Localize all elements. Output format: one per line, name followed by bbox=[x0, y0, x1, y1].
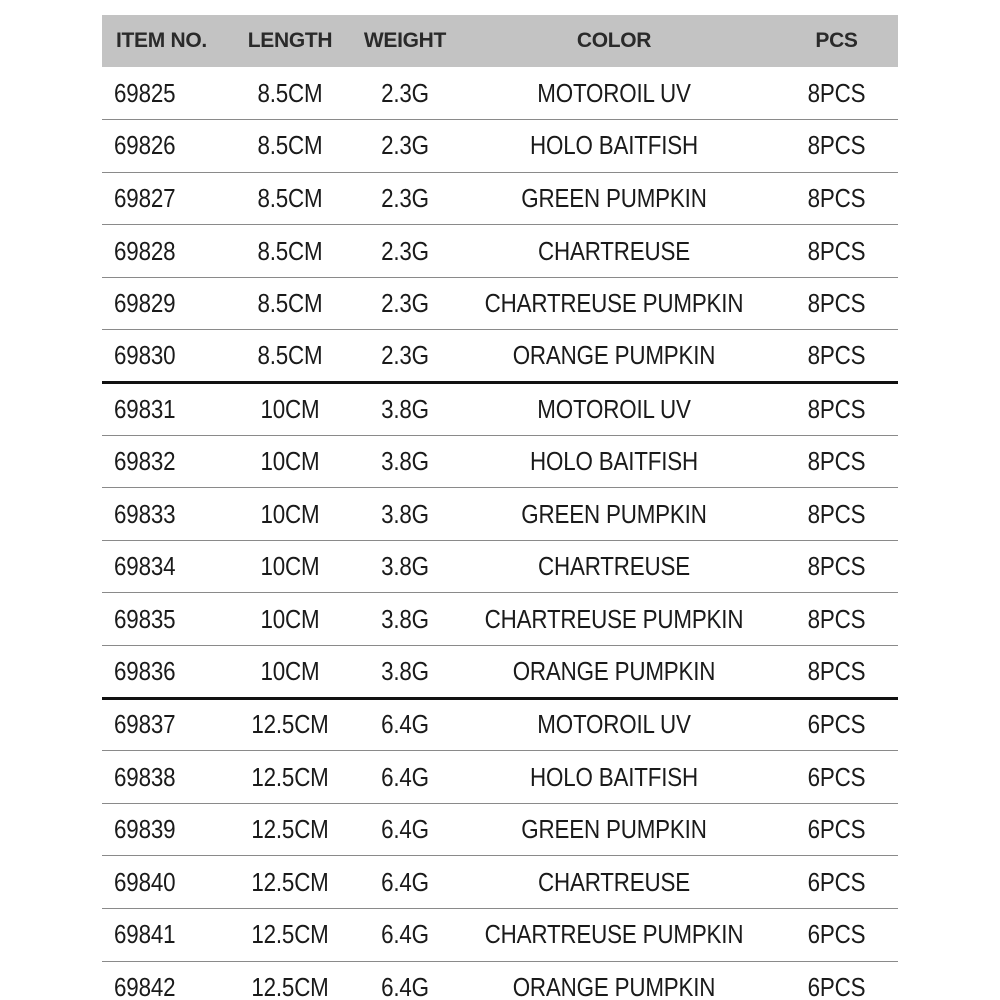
cell-weight: 6.4G bbox=[381, 761, 429, 792]
cell-item-no: 69841 bbox=[114, 919, 176, 950]
cell-item-no: 69830 bbox=[114, 340, 176, 371]
cell-item-no: 69833 bbox=[114, 498, 176, 529]
cell-length: 10CM bbox=[260, 498, 320, 529]
cell-length: 10CM bbox=[260, 655, 320, 686]
cell-weight: 2.3G bbox=[381, 288, 429, 319]
cell-length: 8.5CM bbox=[257, 182, 323, 213]
cell-color: CHARTREUSE bbox=[538, 866, 690, 897]
cell-weight: 2.3G bbox=[381, 182, 429, 213]
header-row bbox=[102, 15, 898, 67]
cell-item-no: 69834 bbox=[114, 551, 176, 582]
header-item-no: ITEM NO. bbox=[116, 29, 207, 52]
cell-weight: 6.4G bbox=[381, 866, 429, 897]
cell-length: 12.5CM bbox=[251, 972, 329, 1000]
cell-color: HOLO BAITFISH bbox=[530, 445, 698, 476]
cell-color: CHARTREUSE PUMPKIN bbox=[484, 288, 744, 319]
table-row bbox=[102, 330, 898, 383]
cell-length: 10CM bbox=[260, 603, 320, 634]
table-row bbox=[102, 383, 898, 436]
cell-pcs: 8PCS bbox=[807, 77, 866, 108]
cell-color: CHARTREUSE bbox=[538, 235, 690, 266]
table-row bbox=[102, 435, 898, 488]
cell-weight: 6.4G bbox=[381, 972, 429, 1000]
cell-weight: 2.3G bbox=[381, 235, 429, 266]
table-row bbox=[102, 225, 898, 278]
cell-pcs: 6PCS bbox=[807, 919, 866, 950]
cell-weight: 3.8G bbox=[381, 498, 429, 529]
cell-weight: 3.8G bbox=[381, 551, 429, 582]
cell-pcs: 8PCS bbox=[807, 445, 866, 476]
cell-color: CHARTREUSE bbox=[538, 551, 690, 582]
cell-length: 12.5CM bbox=[251, 709, 329, 740]
cell-pcs: 6PCS bbox=[807, 709, 866, 740]
cell-pcs: 6PCS bbox=[807, 866, 866, 897]
cell-length: 8.5CM bbox=[257, 288, 323, 319]
table-body bbox=[102, 67, 898, 1000]
cell-weight: 3.8G bbox=[381, 393, 429, 424]
cell-weight: 3.8G bbox=[381, 655, 429, 686]
cell-color: MOTOROIL UV bbox=[537, 393, 691, 424]
cell-color: CHARTREUSE PUMPKIN bbox=[484, 603, 744, 634]
table-row bbox=[102, 803, 898, 856]
cell-pcs: 6PCS bbox=[807, 972, 866, 1000]
cell-item-no: 69828 bbox=[114, 235, 176, 266]
cell-pcs: 8PCS bbox=[807, 603, 866, 634]
header-color: COLOR bbox=[576, 29, 652, 52]
cell-length: 10CM bbox=[260, 551, 320, 582]
cell-pcs: 8PCS bbox=[807, 551, 866, 582]
cell-item-no: 69835 bbox=[114, 603, 176, 634]
product-spec-table bbox=[102, 15, 898, 1000]
table-row bbox=[102, 172, 898, 225]
table-row bbox=[102, 593, 898, 646]
cell-item-no: 69839 bbox=[114, 814, 176, 845]
table-row bbox=[102, 751, 898, 804]
cell-item-no: 69837 bbox=[114, 709, 176, 740]
cell-color: CHARTREUSE PUMPKIN bbox=[484, 919, 744, 950]
table-row bbox=[102, 646, 898, 699]
cell-item-no: 69831 bbox=[114, 393, 176, 424]
cell-color: GREEN PUMPKIN bbox=[521, 814, 707, 845]
cell-pcs: 6PCS bbox=[807, 761, 866, 792]
cell-color: ORANGE PUMPKIN bbox=[512, 340, 716, 371]
cell-pcs: 8PCS bbox=[807, 182, 866, 213]
table-row bbox=[102, 540, 898, 593]
table-header bbox=[102, 15, 898, 67]
cell-length: 8.5CM bbox=[257, 235, 323, 266]
cell-length: 8.5CM bbox=[257, 340, 323, 371]
cell-weight: 2.3G bbox=[381, 130, 429, 161]
cell-pcs: 6PCS bbox=[807, 814, 866, 845]
cell-color: ORANGE PUMPKIN bbox=[512, 655, 716, 686]
cell-weight: 2.3G bbox=[381, 77, 429, 108]
header-weight: WEIGHT bbox=[363, 29, 447, 52]
cell-color: HOLO BAITFISH bbox=[530, 761, 698, 792]
cell-weight: 6.4G bbox=[381, 919, 429, 950]
cell-color: GREEN PUMPKIN bbox=[521, 498, 707, 529]
cell-pcs: 8PCS bbox=[807, 655, 866, 686]
cell-item-no: 69840 bbox=[114, 866, 176, 897]
table-row bbox=[102, 120, 898, 173]
cell-item-no: 69826 bbox=[114, 130, 176, 161]
cell-length: 12.5CM bbox=[251, 866, 329, 897]
table-row bbox=[102, 856, 898, 909]
cell-color: ORANGE PUMPKIN bbox=[512, 972, 716, 1000]
cell-color: MOTOROIL UV bbox=[537, 709, 691, 740]
cell-length: 10CM bbox=[260, 445, 320, 476]
cell-length: 12.5CM bbox=[251, 919, 329, 950]
cell-item-no: 69842 bbox=[114, 972, 176, 1000]
cell-item-no: 69827 bbox=[114, 182, 176, 213]
table-row bbox=[102, 488, 898, 541]
cell-item-no: 69825 bbox=[114, 77, 176, 108]
table-row bbox=[102, 909, 898, 962]
cell-pcs: 8PCS bbox=[807, 498, 866, 529]
cell-weight: 6.4G bbox=[381, 709, 429, 740]
cell-pcs: 8PCS bbox=[807, 130, 866, 161]
cell-pcs: 8PCS bbox=[807, 288, 866, 319]
table-row bbox=[102, 698, 898, 751]
table-row bbox=[102, 67, 898, 120]
cell-weight: 3.8G bbox=[381, 445, 429, 476]
cell-pcs: 8PCS bbox=[807, 340, 866, 371]
table-row bbox=[102, 277, 898, 330]
cell-item-no: 69836 bbox=[114, 655, 176, 686]
cell-length: 12.5CM bbox=[251, 814, 329, 845]
cell-length: 8.5CM bbox=[257, 130, 323, 161]
cell-color: GREEN PUMPKIN bbox=[521, 182, 707, 213]
cell-length: 8.5CM bbox=[257, 77, 323, 108]
cell-length: 10CM bbox=[260, 393, 320, 424]
cell-item-no: 69829 bbox=[114, 288, 176, 319]
table-row bbox=[102, 961, 898, 1000]
cell-length: 12.5CM bbox=[251, 761, 329, 792]
cell-weight: 3.8G bbox=[381, 603, 429, 634]
header-pcs: PCS bbox=[815, 29, 858, 52]
cell-item-no: 69832 bbox=[114, 445, 176, 476]
cell-weight: 6.4G bbox=[381, 814, 429, 845]
header-length: LENGTH bbox=[247, 29, 333, 52]
cell-item-no: 69838 bbox=[114, 761, 176, 792]
cell-pcs: 8PCS bbox=[807, 235, 866, 266]
cell-weight: 2.3G bbox=[381, 340, 429, 371]
cell-color: HOLO BAITFISH bbox=[530, 130, 698, 161]
cell-color: MOTOROIL UV bbox=[537, 77, 691, 108]
cell-pcs: 8PCS bbox=[807, 393, 866, 424]
